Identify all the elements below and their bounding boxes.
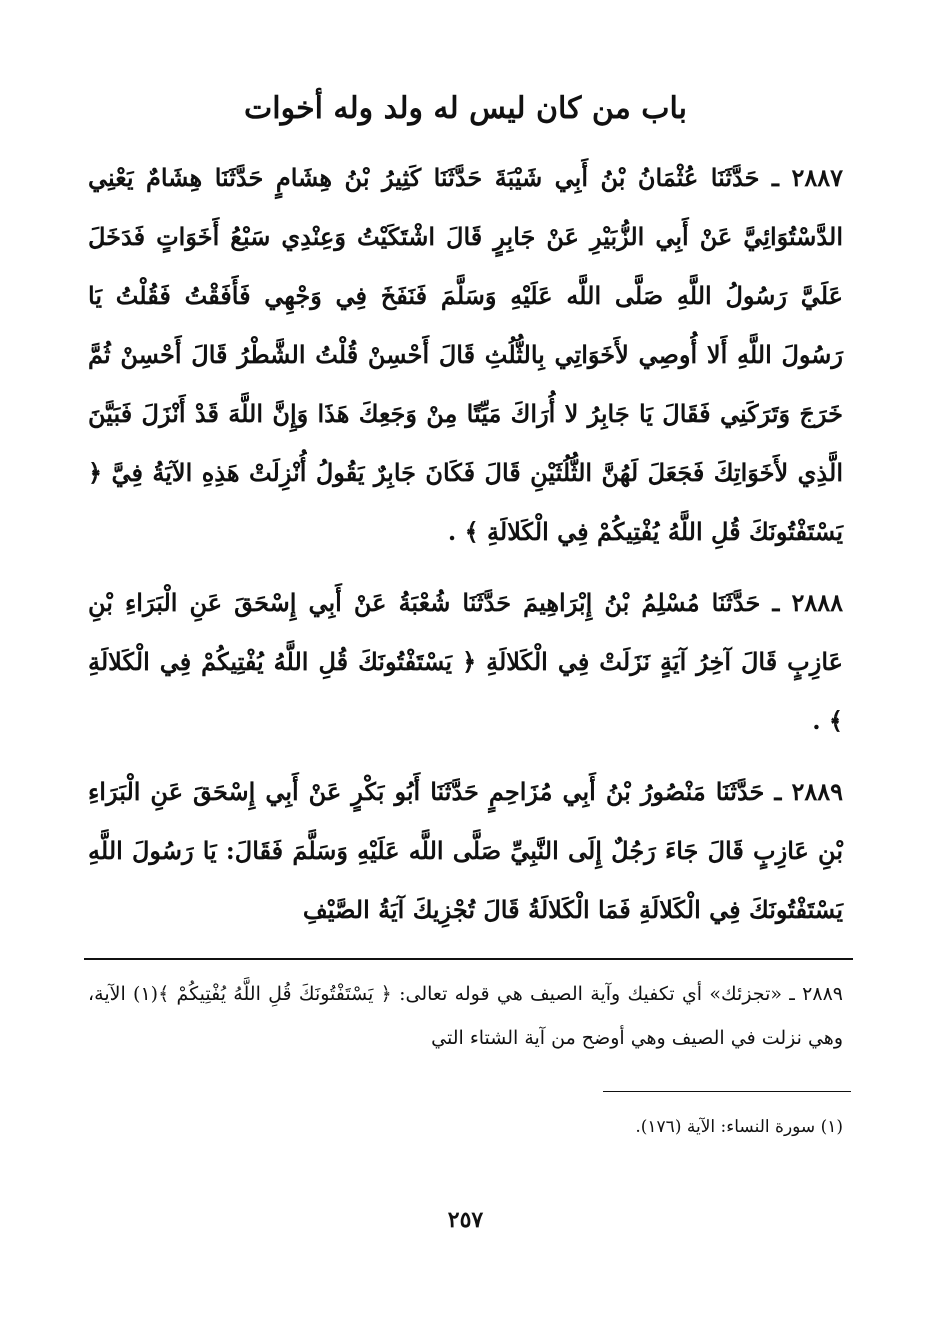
chapter-title: باب من كان ليس له ولد وله أخوات [244, 91, 687, 126]
hadith-text: ـ حَدَّثَنَا مُسْلِمُ بْنُ إِبْرَاهِيمَ حَدَّثَنَا شُعْبَةُ عَنْ أَبِي إِسْحَقَ عَنِ الْبَرَاءِ بْنِ عَازِبٍ قَالَ آخِرُ آيَةٍ نَزَلَتْ فِي الْكَلالَةِ ﴿ يَسْتَفْتُونَكَ قُلِ اللَّهُ يُفْتِيكُمْ فِي الْكَلالَةِ ﴾ . [88, 588, 843, 735]
commentary-text: ٢٨٨٩ ـ «تجزئك» أي تكفيك وآية الصيف هي قوله تعالى: ﴿ يَسْتَفْتُونَكَ قُلِ اللَّهُ يُفْتِيكُمْ ﴾(١) الآية، وهي نزلت في الصيف وهي أوضح من آية الشتاء التي [88, 983, 843, 1049]
footnote: (١) سورة النساء: الآية (١٧٦). [635, 1117, 843, 1137]
page-number: ٢٥٧ [447, 1207, 484, 1233]
hadith-number: ٢٨٨٧ [791, 163, 843, 192]
hadith-number: ٢٨٨٨ [791, 588, 844, 617]
hadith-text: ـ حَدَّثَنَا عُثْمَانُ بْنُ أَبِي شَيْبَةَ حَدَّثَنَا كَثِيرُ بْنُ هِشَامٍ حَدَّثَنَا هِشَامٌ يَعْنِي الدَّسْتُوَائِيَّ عَنْ أَبِي الزُّبَيْرِ عَنْ جَابِرٍ قَالَ اشْتَكَيْتُ وَعِنْدِي سَبْعُ أَخَوَاتٍ فَدَخَلَ عَلَيَّ رَسُولُ اللَّهِ صَلَّى اللَّه عَلَيْهِ وَسَلَّمَ فَنَفَخَ فِي وَجْهِي فَأَفَقْتُ فَقُلْتُ يَا رَسُولَ اللَّهِ أَلا أُوصِي لأَخَوَاتِي بِالثُّلُثِ قَالَ أَحْسِنْ قُلْتُ الشَّطْرُ قَالَ أَحْسِنْ ثُمَّ خَرَجَ وَتَرَكَنِي فَقَالَ يَا جَابِرُ لا أُرَاكَ مَيِّتًا مِنْ وَجَعِكَ هَذَا وَإِنَّ اللَّهَ قَدْ أَنْزَلَ فَبَيَّنَ الَّذِي لأَخَوَاتِكَ فَجَعَلَ لَهُنَّ الثُّلُثَيْنِ قَالَ فَكَانَ جَابِرٌ يَقُولُ أُنْزِلَتْ هَذِهِ الآيَةُ فِيَّ ﴿ يَسْتَفْتُونَكَ قُلِ اللَّهُ يُفْتِيكُمْ فِي الْكَلالَةِ ﴾ . [88, 163, 843, 546]
footnote-divider [603, 1091, 851, 1092]
hadith-paragraph [88, 762, 843, 939]
hadith-number: ٢٨٨٩ [791, 777, 843, 806]
hadith-paragraph [88, 573, 843, 750]
commentary-divider [84, 958, 853, 960]
hadith-paragraph [88, 148, 843, 561]
hadith-body [88, 148, 843, 951]
hadith-text: ـ حَدَّثَنَا مَنْصُورُ بْنُ أَبِي مُزَاحِمٍ حَدَّثَنَا أَبُو بَكْرٍ عَنْ أَبِي إِسْحَقَ عَنِ الْبَرَاءِ بْنِ عَازِبٍ قَالَ جَاءَ رَجُلٌ إِلَى النَّبِيِّ صَلَّى اللَّه عَلَيْهِ وَسَلَّمَ فَقَالَ: يَا رَسُولَ اللَّهِ يَسْتَفْتُونَكَ فِي الْكَلالَةِ فَمَا الْكَلالَةُ قَالَ تُجْزِيكَ آيَةُ الصَّيْفِ [88, 777, 843, 924]
